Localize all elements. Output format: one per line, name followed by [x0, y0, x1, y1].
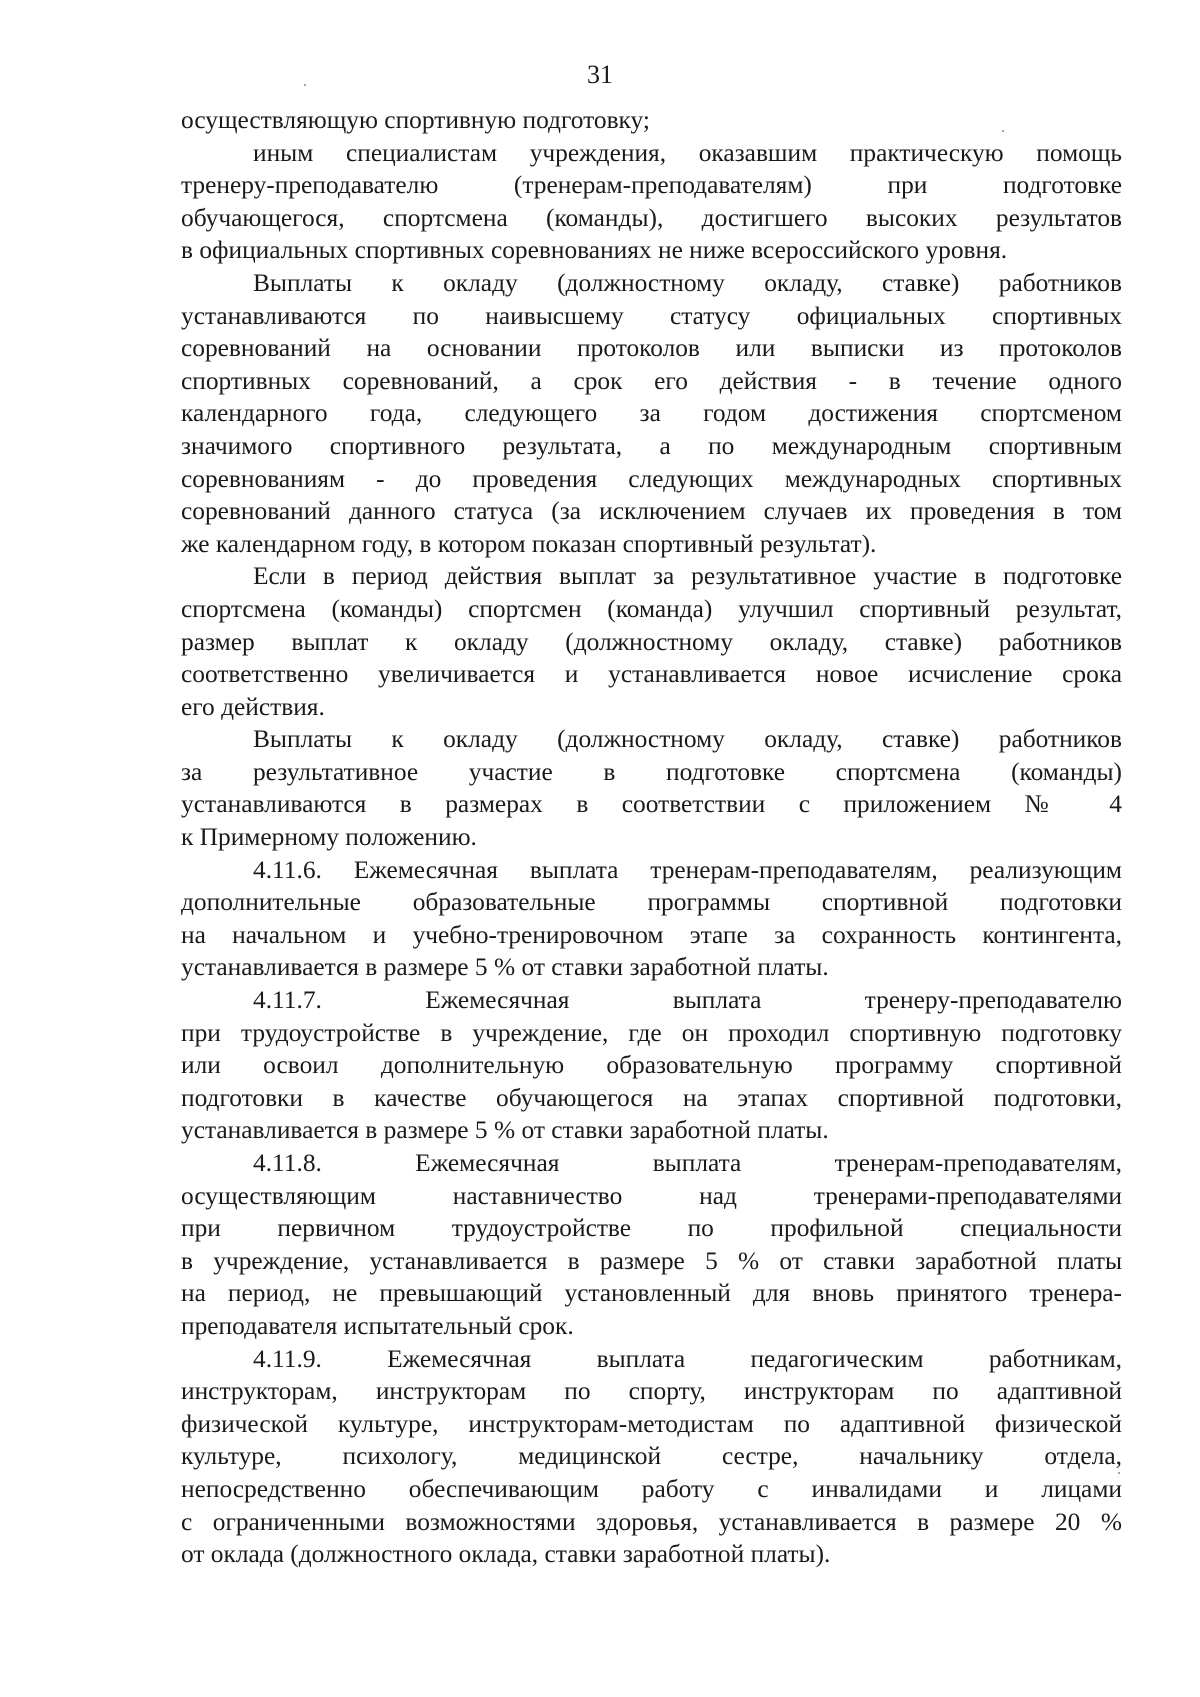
text-line: тренеру-преподавателю (тренерам-преподавателям) при подготовке [181, 171, 1122, 200]
text-line: подготовки в качестве обучающегося на этапах спортивной подготовки, [181, 1083, 1122, 1112]
text-line: при первичном трудоустройстве по профильной специальности [181, 1214, 1122, 1243]
paragraph [181, 984, 1122, 1147]
text-line: устанавливаются в размерах в соответствии с приложением № 4 [181, 790, 1122, 819]
scan-speck [1118, 1472, 1120, 1474]
text-line: Выплаты к окладу (должностному окладу, ставке) работников [253, 268, 1122, 297]
text-line: 4.11.7. Ежемесячная выплата тренеру-преподавателю [253, 986, 1122, 1015]
text-line: иным специалистам учреждения, оказавшим практическую помощь [253, 138, 1122, 167]
text-line: к Примерному положению. [181, 823, 477, 852]
text-line: преподавателя испытательный срок. [181, 1311, 574, 1340]
text-line: от оклада (должностного оклада, ставки заработной платы). [181, 1540, 831, 1569]
scan-speck [304, 84, 306, 86]
document-body [181, 104, 1122, 1571]
paragraph [181, 267, 1122, 560]
scan-speck [1002, 130, 1004, 132]
text-line: же календарном году, в котором показан спортивный результат). [181, 529, 877, 558]
text-line: 4.11.9. Ежемесячная выплата педагогическим работникам, [253, 1344, 1122, 1373]
text-line: инструкторам, инструкторам по спорту, инструкторам по адаптивной [181, 1377, 1122, 1406]
paragraph [181, 137, 1122, 267]
text-line: устанавливается в размере 5 % от ставки заработной платы. [181, 1116, 829, 1145]
text-line: осуществляющую спортивную подготовку; [181, 106, 650, 134]
text-line: культуре, психологу, медицинской сестре, начальнику отдела, [181, 1442, 1122, 1471]
paragraph [181, 1343, 1122, 1571]
text-line: за результативное участие в подготовке спортсмена (команды) [181, 757, 1122, 786]
text-line: соревнованиям - до проведения следующих международных спортивных [181, 464, 1122, 493]
text-line: на период, не превышающий установленный для вновь принятого тренера- [181, 1279, 1122, 1308]
text-line: календарного года, следующего за годом достижения спортсменом [181, 399, 1122, 428]
text-line: спортсмена (команды) спортсмен (команда) улучшил спортивный результат, [181, 594, 1122, 623]
paragraph [181, 723, 1122, 853]
text-line: 4.11.8. Ежемесячная выплата тренерам-преподавателям, [253, 1149, 1122, 1177]
text-line: 4.11.6. Ежемесячная выплата тренерам-преподавателям, реализующим [253, 855, 1122, 884]
text-line: устанавливаются по наивысшему статусу официальных спортивных [181, 301, 1122, 330]
text-line: в официальных спортивных соревнованиях не ниже всероссийского уровня. [181, 236, 1008, 265]
text-line: обучающегося, спортсмена (команды), достигшего высоких результатов [181, 203, 1122, 232]
paragraph [181, 1147, 1122, 1343]
text-line: соревнований на основании протоколов или выписки из протоколов [181, 334, 1122, 363]
text-line: или освоил дополнительную образовательную программу спортивной [181, 1051, 1122, 1080]
text-line: с ограниченными возможностями здоровья, устанавливается в размере 20 % [181, 1507, 1122, 1536]
text-line: Если в период действия выплат за результативное участие в подготовке [253, 562, 1122, 591]
text-line: при трудоустройстве в учреждение, где он проходил спортивную подготовку [181, 1018, 1122, 1047]
text-line: устанавливается в размере 5 % от ставки заработной платы. [181, 953, 829, 982]
text-line: размер выплат к окладу (должностному окладу, ставке) работников [181, 627, 1122, 656]
text-line: соответственно увеличивается и устанавливается новое исчисление срока [181, 660, 1122, 689]
text-line: дополнительные образовательные программы спортивной подготовки [181, 888, 1122, 917]
text-line: физической культуре, инструкторам-методистам по адаптивной физической [181, 1409, 1122, 1438]
text-line: на начальном и учебно-тренировочном этапе за сохранность контингента, [181, 920, 1122, 949]
text-line: соревнований данного статуса (за исключением случаев их проведения в том [181, 497, 1122, 526]
text-line: непосредственно обеспечивающим работу с инвалидами и лицами [181, 1474, 1122, 1503]
text-line: в учреждение, устанавливается в размере 5 % от ставки заработной платы [181, 1246, 1122, 1275]
page-number: 31 [587, 60, 613, 89]
paragraph [181, 854, 1122, 984]
text-line: спортивных соревнований, а срок его действия - в течение одного [181, 366, 1122, 395]
paragraph [181, 104, 1122, 137]
text-line: его действия. [181, 692, 325, 721]
text-line: Выплаты к окладу (должностному окладу, ставке) работников [253, 725, 1122, 754]
text-line: значимого спортивного результата, а по международным спортивным [181, 431, 1122, 460]
paragraph [181, 560, 1122, 723]
text-line: осуществляющим наставничество над тренерами-преподавателями [181, 1181, 1122, 1210]
